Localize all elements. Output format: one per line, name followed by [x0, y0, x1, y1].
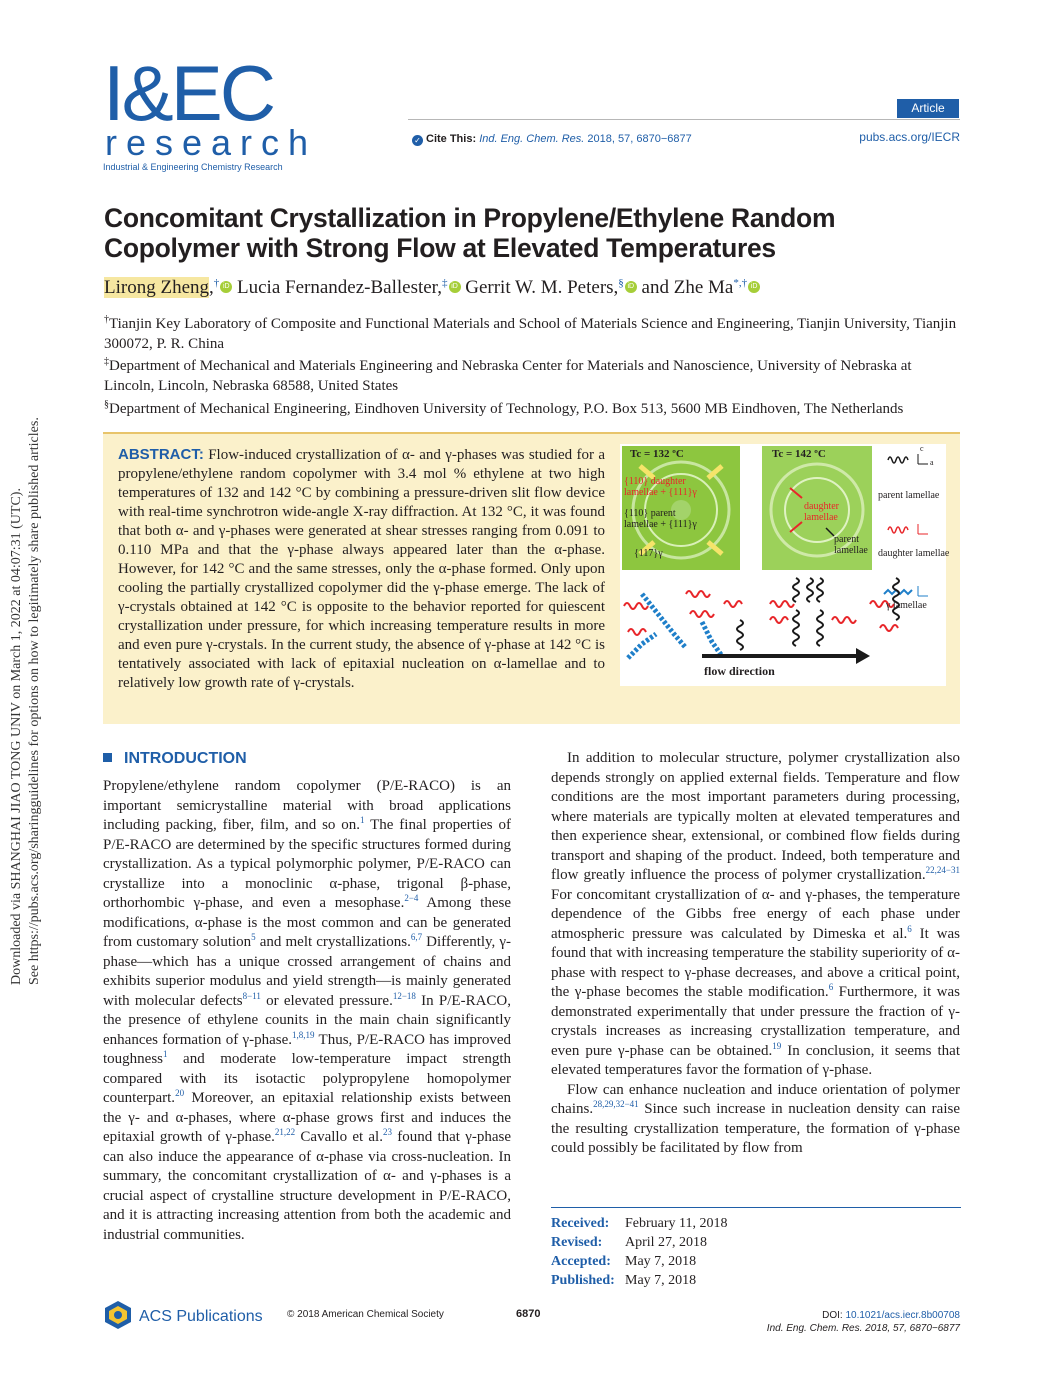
citation-link[interactable]: 6 — [828, 982, 834, 992]
author-1[interactable]: Lirong Zheng — [104, 277, 210, 298]
logo-research: research — [105, 122, 318, 163]
doi-block — [740, 1309, 960, 1335]
section-introduction — [103, 750, 247, 768]
toc-legend-parent: parent lamellae — [878, 490, 940, 501]
paragraph-text: In addition to molecular structure, polymer crystallization also depends strongly on applied external fields. Temperature and flow conditions are the most important parameters during processing, where materials are typically molten at elevated temperatures and then experience shear, extensional, or combined flow fields during transport and shaping of the product. Indeed, both temperature and flow greatly influence the process of polymer crystallization. — [551, 750, 960, 883]
intro-paragraph-1 — [103, 777, 511, 1245]
orcid-icon[interactable]: iD — [748, 281, 760, 293]
section-introduction-title: INTRODUCTION — [124, 750, 247, 767]
acs-hexagon-icon — [103, 1300, 133, 1330]
paragraph-text: For concomitant crystallization of α- and γ-phases, the temperature dependence of the Gibbs free energy of each phase under atmospheric pressure was calculated by Dimeska et al. — [551, 886, 960, 942]
affiliation-1-mark: † — [104, 314, 109, 325]
orcid-icon[interactable]: iD — [449, 281, 461, 293]
date-label: Accepted: — [551, 1254, 611, 1269]
logo-subtitle: Industrial & Engineering Chemistry Research — [103, 162, 283, 172]
paragraph-text: and melt crystallizations. — [255, 934, 411, 950]
paragraph-text: and moderate low-temperature impact strength compared with its isotactic polypropylene homopolymer counterpart. — [103, 1051, 511, 1106]
date-label: Published: — [551, 1273, 615, 1288]
date-row — [551, 1271, 961, 1290]
section-square-icon — [103, 753, 112, 762]
toc-label-110-parent: {110} parent — [624, 508, 676, 519]
citation-link[interactable]: 20 — [175, 1088, 185, 1098]
download-watermark — [8, 0, 42, 985]
citation-link[interactable]: 2−4 — [404, 893, 419, 903]
citation-link[interactable]: 1,8,19 — [292, 1029, 315, 1040]
orcid-icon[interactable]: iD — [625, 281, 637, 293]
affiliation-3-mark: § — [104, 399, 109, 410]
intro-paragraph-2 — [551, 749, 960, 1081]
article-title: Concomitant Crystallization in Propylene/Ethylene Random Copolymer with Strong Flow at Elevated Temperatures — [104, 203, 836, 263]
citation-link[interactable]: 5 — [251, 932, 256, 942]
citation-link[interactable]: 1 — [360, 815, 365, 825]
citation-link[interactable]: 22,24−31 — [925, 865, 960, 875]
toc-label-daughter-lamellae: lamellae — [804, 512, 838, 523]
paragraph-text: Thus, P/E-RACO has improved toughness — [103, 1031, 512, 1067]
copyright: © 2018 American Chemical Society — [287, 1309, 444, 1320]
citation-link[interactable]: 12−18 — [392, 990, 416, 1001]
author-list: Lirong Zheng,† iD Lucia Fernandez-Ballester,‡ iD Gerrit W. M. Peters,§ iD and Zhe Ma*,† iD — [104, 271, 964, 300]
toc-label-daughter: daughter — [804, 501, 839, 512]
doi-label: DOI: — [822, 1310, 846, 1321]
citation-link[interactable]: 6,7 — [410, 932, 423, 942]
orcid-icon[interactable]: iD — [220, 281, 232, 293]
paragraph-text: Propylene/ethylene random copolymer (P/E-RACO) is an important semicrystalline material with broad applications including packing, fiber, film, and so on. — [103, 778, 511, 833]
toc-temp-142: Tc = 142 ºC — [772, 448, 826, 460]
watermark-line-1: Downloaded via SHANGHAI JIAO TONG UNIV on March 1, 2022 at 04:07:31 (UTC). — [9, 488, 24, 985]
abstract-text: Flow-induced crystallization of α- and γ-phases was studied for a propylene/ethylene random copolymer with 3.4 mol % ethylene at two high temperatures of 132 and 142 °C by combining a pressure-driven slit flow device with real-time synchrotron wide-angle X-ray diffraction. At 132 °C, it was found that both α- and γ-phases were generated at shear stresses ranging from 0.091 to 0.110 MPa and that the γ-phase always appeared later than the α-phase. However, for 142 °C and the same stresses, only the α-phase formed. Only upon cooling the partially crystallized copolymer did the γ-phase emerge. The lack of γ-crystals obtained at 142 °C is opposite to the behavior reported for quiescent crystallization under pressure, for which increasing temperature results in more and even pure γ-crystals. In the current study, the absence of γ-phase at 142 °C is tentatively associated with lack of epitaxial nucleation on α-lamellae and to relatively low growth rate of γ-crystals. — [118, 447, 606, 691]
abstract-label: ABSTRACT: — [118, 446, 204, 463]
article-history — [551, 1207, 961, 1290]
page-number: 6870 — [516, 1308, 541, 1320]
paragraph-text: found that γ-phase can also induce the appearance of α-phase via cross-nucleation. In summary, the concomitant crystallization of α- and γ-phases is a crucial aspect of crystalline structure development in P/E-RACO, and it is attracting increasing attention from both the academic and industrial communities. — [103, 1129, 511, 1243]
journal-logo — [103, 49, 318, 172]
toc-label-daughter-111: lamellae + {111}γ — [624, 487, 697, 498]
citation-link[interactable]: 28,29,32−41 — [593, 1099, 639, 1109]
paragraph-text: In conclusion, it seems that elevated temperatures favor the formation of γ-phase. — [551, 1042, 960, 1078]
author-3-mark: § — [618, 277, 624, 289]
citation-link[interactable]: 8−11 — [242, 990, 261, 1001]
cite-label: Cite This: — [426, 133, 477, 145]
date-label: Revised: — [551, 1235, 603, 1250]
date-row — [551, 1233, 961, 1252]
journal-site-link[interactable]: pubs.acs.org/IECR — [859, 130, 960, 144]
logo-iec: I&EC — [103, 49, 274, 137]
date-value: April 27, 2018 — [625, 1235, 708, 1250]
paragraph-text: It was found that with increasing temperature the stability superiority of α-phase with respect to γ-phase decreases, and above a critical point, the γ-phase becomes the stable modification. — [551, 925, 960, 1000]
paragraph-text: Cavallo et al. — [295, 1129, 383, 1145]
author-2-mark: ‡ — [442, 277, 448, 289]
author-2[interactable]: Lucia Fernandez-Ballester — [237, 277, 438, 298]
article-badge: Article — [897, 99, 959, 118]
paragraph-text: or elevated pressure. — [260, 992, 393, 1009]
footer-citation: Ind. Eng. Chem. Res. 2018, 57, 6870−6877 — [766, 1323, 960, 1334]
cite-volume[interactable]: 2018, 57, 6870−6877 — [587, 133, 692, 145]
author-3[interactable]: Gerrit W. M. Peters — [465, 277, 614, 298]
toc-axis-c: c — [920, 444, 924, 453]
author-4[interactable]: Zhe Ma — [673, 277, 734, 298]
toc-legend-gamma: γ lamellae — [886, 600, 927, 611]
acs-publications-logo[interactable] — [103, 1300, 263, 1330]
affiliation-3-text: Department of Mechanical Engineering, Eindhoven University of Technology, P.O. Box 513, 5600 MB Eindhoven, The Netherlands — [109, 401, 904, 417]
affiliation-2 — [104, 352, 960, 396]
citation-link[interactable]: 23 — [382, 1127, 392, 1137]
affiliation-3 — [104, 395, 960, 419]
toc-temp-132: Tc = 132 ºC — [630, 448, 684, 460]
paragraph-text: Moreover, an epitaxial relationship exists between the γ- and α-phases, where α-phase grows first and induces the epitaxial growth of γ-phase. — [103, 1090, 511, 1145]
date-row — [551, 1214, 961, 1233]
cite-this[interactable] — [412, 132, 692, 146]
intro-paragraph-3 — [551, 1081, 960, 1159]
date-value: February 11, 2018 — [625, 1216, 728, 1231]
toc-label-117: {117}γ — [634, 548, 663, 559]
affiliation-1-text: Tianjin Key Laboratory of Composite and Functional Materials and School of Materials Science and Engineering, Tianjin University, Tianjin 300072, P. R. China — [104, 316, 957, 352]
toc-label-parent: parent — [834, 534, 859, 545]
toc-axis-a: a — [930, 458, 934, 467]
toc-flow-direction: flow direction — [704, 664, 775, 678]
citation-link[interactable]: 19 — [772, 1040, 782, 1051]
paragraph-text: In P/E-RACO, the presence of ethylene counits in the main chain significantly enhances formation of γ-phase. — [103, 992, 511, 1048]
date-row — [551, 1252, 961, 1271]
abstract — [118, 445, 605, 693]
affiliation-1 — [104, 310, 960, 354]
toc-graphic — [620, 444, 950, 686]
toc-label-110-daughter: {110} daughter — [624, 476, 686, 487]
paragraph-text: Among these modifications, α-phase is the most common and can be generated from customary solution — [103, 895, 511, 950]
paragraph-text: Differently, γ-phase—which has a unique crossed arrangement of chains and exhibits superior modulus and yield strength—is mainly generated with molecular defects — [103, 934, 512, 1009]
intro-column-left — [103, 777, 511, 1245]
citation-link[interactable]: 6 — [907, 923, 912, 934]
daughter-lamella-icon — [888, 527, 908, 533]
date-value: May 7, 2018 — [625, 1254, 697, 1269]
paragraph-text: The final properties of P/E-RACO are determined by the specific structures formed during crystallization. As a typical polymorphic polymer, P/E-RACO can crystallize into a monoclinic α-phase, trigonal β-phase, orthorhombic γ-phase, and even a mesophase. — [103, 817, 511, 911]
citation-link[interactable]: 1 — [163, 1049, 168, 1059]
paragraph-text: Flow can enhance nucleation and induce orientation of polymer chains. — [551, 1081, 960, 1117]
toc-label-parent-111: lamellae + {111}γ — [624, 519, 697, 530]
parent-lamella-icon — [888, 457, 908, 463]
cite-journal[interactable]: Ind. Eng. Chem. Res. — [479, 133, 585, 145]
author-and: and — [641, 277, 669, 298]
acs-publications-text: ACS Publications — [139, 1308, 263, 1325]
paragraph-text: Since such increase in nucleation density can raise the resulting crystallization temperature, the formation of γ-phase could possibly be facilitated by flow from — [551, 1101, 960, 1156]
header-rule — [408, 119, 960, 120]
author-4-mark[interactable]: *,† — [733, 277, 748, 289]
date-value: May 7, 2018 — [625, 1273, 697, 1288]
intro-column-right — [551, 749, 960, 1159]
affiliation-2-mark: ‡ — [104, 356, 109, 367]
check-icon: ✓ — [412, 135, 423, 146]
toc-legend-daughter: daughter lamellae — [878, 548, 950, 559]
doi-link[interactable]: 10.1021/acs.iecr.8b00708 — [845, 1310, 960, 1321]
affiliation-2-text: Department of Mechanical and Materials Engineering and Nebraska Center for Materials and Nanoscience, University of Nebraska at Lincoln, Lincoln, Nebraska 68588, United States — [104, 358, 912, 394]
date-label: Received: — [551, 1216, 610, 1231]
citation-link[interactable]: 21,22 — [274, 1127, 296, 1137]
author-1-mark: † — [213, 277, 220, 289]
paragraph-text: Furthermore, it was demonstrated experimentally that under pressure the fraction of γ-crystals increases as increasing crystallization temperature, and even pure γ-phase can be obtained. — [551, 984, 961, 1059]
toc-label-parent-lamellae: lamellae — [834, 545, 868, 556]
watermark-line-2: See https://pubs.acs.org/sharingguidelines for options on how to legitimately share published articles. — [27, 417, 42, 985]
